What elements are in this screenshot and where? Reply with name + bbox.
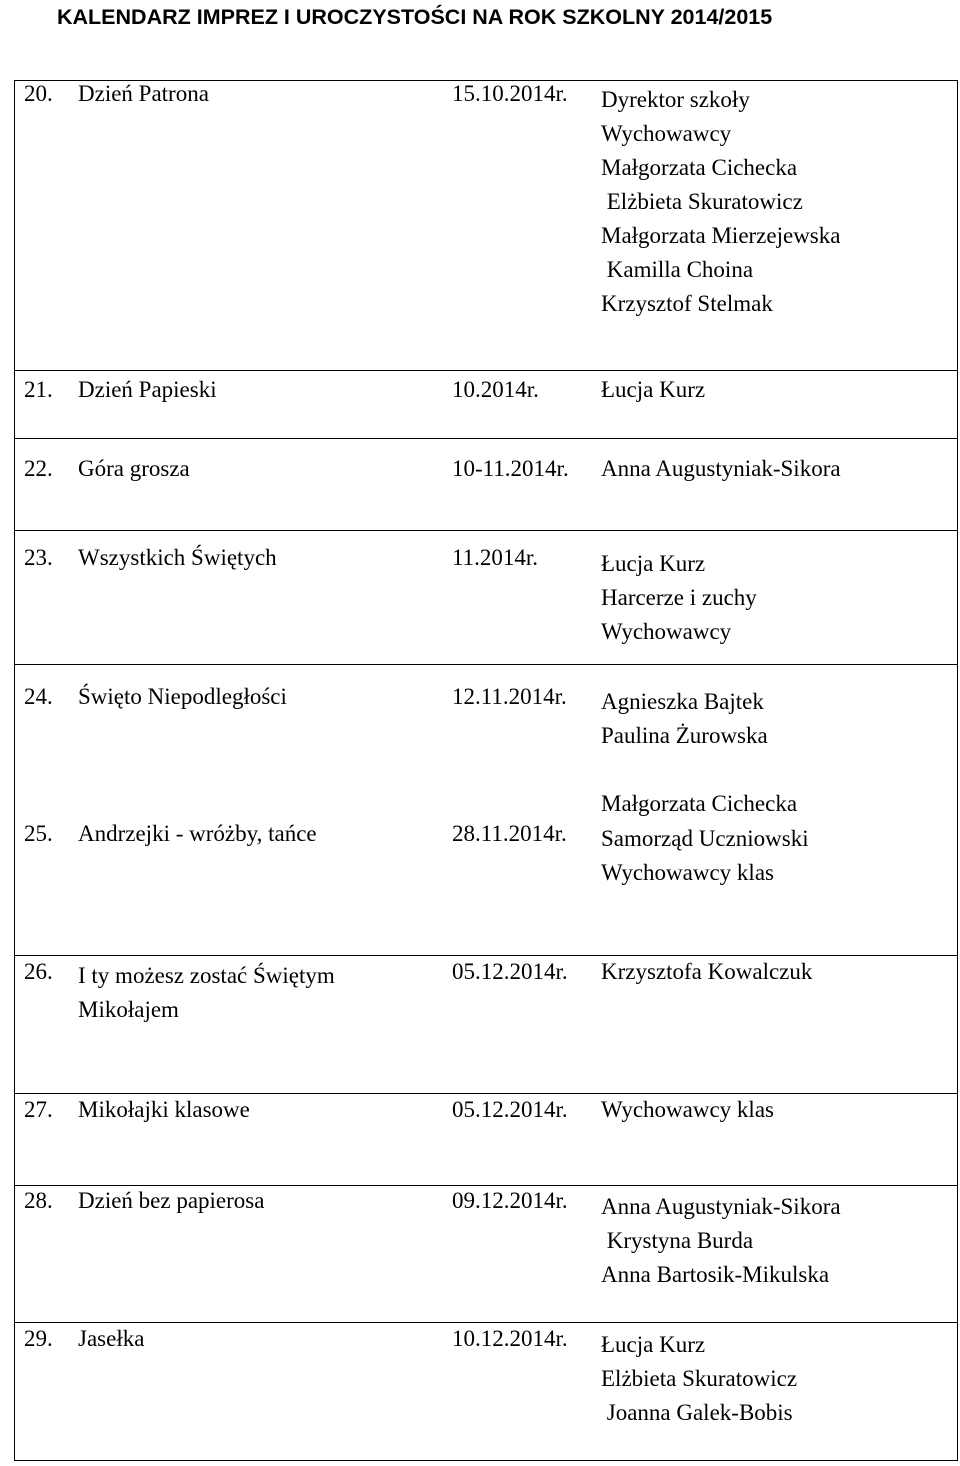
responsible-persons: Łucja Kurz Harcerze i zuchy Wychowawcy	[601, 551, 757, 644]
responsible-persons: Łucja Kurz	[601, 377, 706, 402]
event-date: 05.12.2014r.	[452, 959, 568, 984]
row-number: 22.	[24, 456, 53, 481]
responsible-persons: Dyrektor szkoły Wychowawcy Małgorzata Cichecka Elżbieta Skuratowicz Małgorzata Mierzejewska Kamilla Choina Krzysztof Stelmak	[601, 87, 841, 316]
event-name: Andrzejki - wróżby, tańce	[78, 821, 317, 846]
row-number: 21.	[24, 377, 53, 402]
responsible-persons: Krzysztofa Kowalczuk	[601, 959, 813, 984]
responsible-persons: Łucja Kurz Elżbieta Skuratowicz Joanna Galek-Bobis	[601, 1332, 798, 1425]
row-number: 28.	[24, 1188, 53, 1213]
event-name: Święto Niepodległości	[78, 684, 287, 709]
responsible-persons: Anna Augustyniak-Sikora	[601, 456, 841, 481]
document-title: KALENDARZ IMPREZ I UROCZYSTOŚCI NA ROK SZKOLNY 2014/2015	[57, 5, 773, 29]
row-separator	[14, 438, 958, 439]
event-date: 12.11.2014r.	[452, 684, 567, 709]
row-number: 29.	[24, 1326, 53, 1351]
row-number: 27.	[24, 1097, 53, 1122]
row-number: 20.	[24, 81, 53, 106]
row-separator	[14, 530, 958, 531]
event-name: Jasełka	[78, 1326, 145, 1351]
responsible-persons: Agnieszka Bajtek Paulina Żurowska Małgorzata Cichecka	[601, 689, 798, 816]
event-date: 28.11.2014r.	[452, 821, 567, 846]
event-date: 10.12.2014r.	[452, 1326, 568, 1351]
event-name: I ty możesz zostać Świętym Mikołajem	[78, 963, 335, 1022]
event-name: Dzień bez papierosa	[78, 1188, 265, 1213]
event-date: 05.12.2014r.	[452, 1097, 568, 1122]
event-date: 09.12.2014r.	[452, 1188, 568, 1213]
row-number: 25.	[24, 821, 53, 846]
event-name: Wszystkich Świętych	[78, 545, 277, 570]
event-name: Góra grosza	[78, 456, 190, 481]
event-date: 10.2014r.	[452, 377, 539, 402]
event-name: Mikołajki klasowe	[78, 1097, 250, 1122]
event-name: Dzień Papieski	[78, 377, 217, 402]
event-name: Dzień Patrona	[78, 81, 209, 106]
event-date: 10-11.2014r.	[452, 456, 569, 481]
responsible-persons: Wychowawcy klas	[601, 1097, 774, 1122]
row-number: 23.	[24, 545, 53, 570]
event-date: 11.2014r.	[452, 545, 539, 570]
event-date: 15.10.2014r.	[452, 81, 568, 106]
row-separator	[14, 370, 958, 371]
responsible-persons: Samorząd Uczniowski Wychowawcy klas	[601, 826, 809, 885]
responsible-persons: Anna Augustyniak-Sikora Krystyna Burda Anna Bartosik-Mikulska	[601, 1194, 841, 1287]
row-number: 24.	[24, 684, 53, 709]
row-number: 26.	[24, 959, 53, 984]
row-separator	[14, 664, 958, 665]
